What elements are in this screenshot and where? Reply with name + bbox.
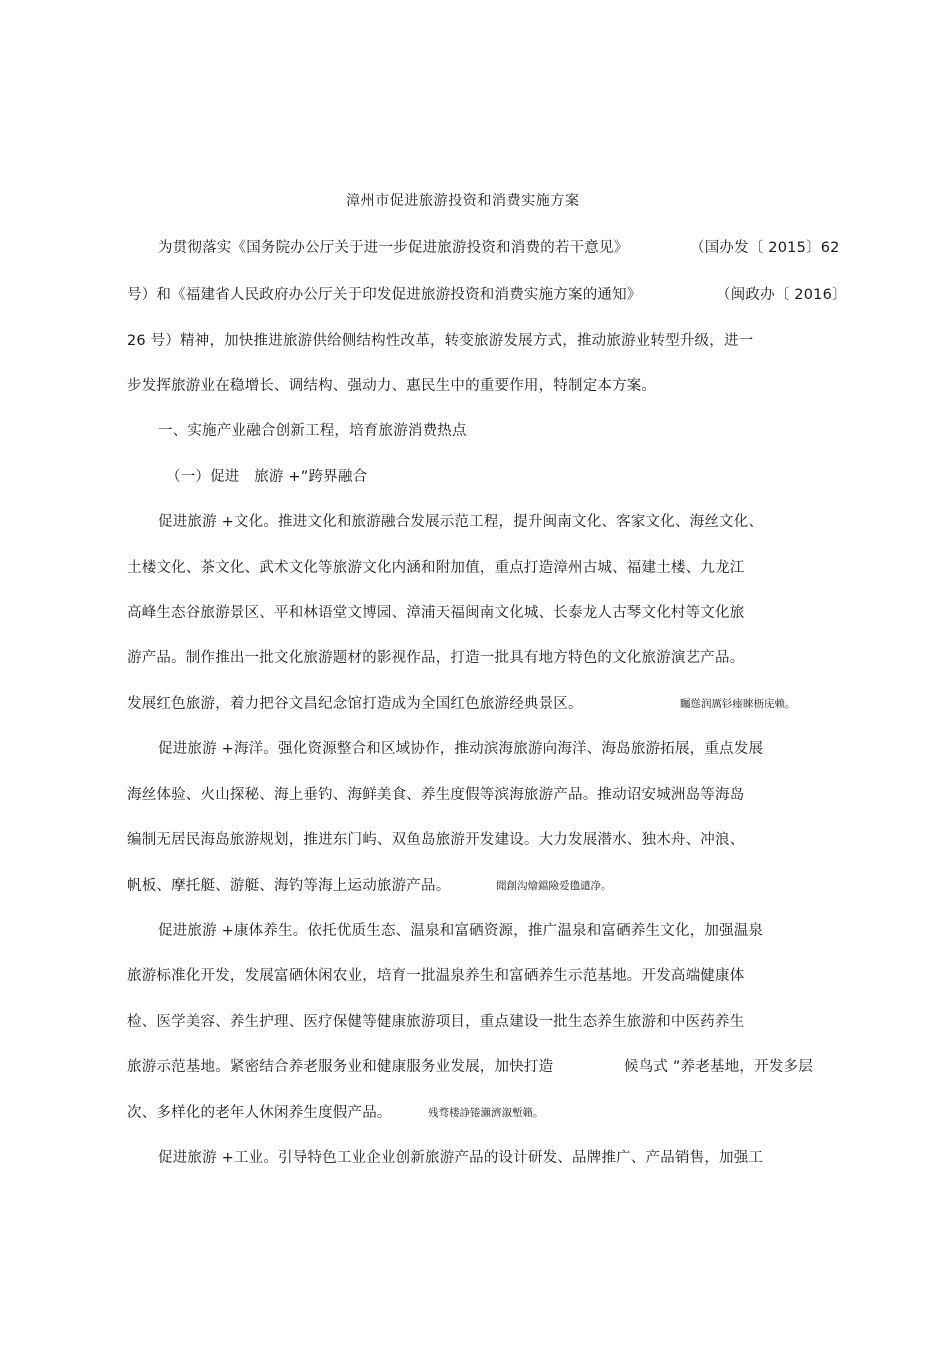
- health-line-1: 促进旅游 +康体养生。依托优质生态、温泉和富硒资源，推广温泉和富硒养生文化，加强温泉: [158, 923, 764, 939]
- culture-line-2: 土楼文化、茶文化、武术文化等旅游文化内涵和附加值，重点打造漳州古城、福建土楼、九龙江: [127, 560, 745, 576]
- ocean-line-2: 海丝体验、火山探秘、海上垂钓、海鲜美食、养生度假等滨海旅游产品。推动诏安城洲岛等海岛: [127, 787, 745, 803]
- intro-line-2: 号）和《福建省人民政府办公厅关于印发促进旅游投资和消费实施方案的通知》: [127, 287, 642, 303]
- culture-line-5: 发展红色旅游，着力把谷文昌纪念馆打造成为全国红色旅游经典景区。: [127, 696, 583, 712]
- ocean-line-4: 帆板、摩托艇、游艇、海钓等海上运动旅游产品。: [127, 878, 451, 894]
- health-line-4-tail: 候鸟式 ”养老基地，开发多层: [624, 1059, 813, 1075]
- ocean-noise-text: 聞創沟燴鐺險爱氇谴净。: [496, 880, 612, 892]
- health-line-4: 旅游示范基地。紧密结合养老服务业和健康服务业发展，加快打造: [127, 1059, 554, 1075]
- industry-line-1: 促进旅游 +工业。引导特色工业企业创新旅游产品的设计研发、品牌推广、产品销售，加强工: [158, 1150, 764, 1166]
- document-title: 漳州市促进旅游投资和消费实施方案: [346, 193, 580, 209]
- subsection-1-heading: （一）促进 旅游 +”跨界融合: [166, 469, 368, 485]
- intro-line-1: 为贯彻落实《国务院办公厅关于进一步促进旅游投资和消费的若干意见》: [158, 240, 629, 256]
- intro-line-4: 步发挥旅游业在稳增长、调结构、强动力、惠民生中的重要作用，特制定本方案。: [127, 378, 657, 394]
- culture-line-4: 游产品。制作推出一批文化旅游题材的影视作品，打造一批具有地方特色的文化旅游演艺产品。: [127, 650, 745, 666]
- health-line-2: 旅游标准化开发，发展富硒休闲农业，培育一批温泉养生和富硒养生示范基地。开发高端健康体: [127, 968, 745, 984]
- culture-line-3: 高峰生态谷旅游景区、平和林语堂文博园、漳浦天福闽南文化城、长泰龙人古琴文化村等文化旅: [127, 605, 745, 621]
- section-1-heading: 一、实施产业融合创新工程，培育旅游消费热点: [158, 423, 467, 439]
- ocean-line-3: 编制无居民海岛旅游规划，推进东门屿、双鱼岛旅游开发建设。大力发展潜水、独木舟、冲浪、: [127, 832, 745, 848]
- intro-line-3: 26 号）精神，加快推进旅游供给侧结构性改革，转变旅游发展方式，推动旅游业转型升级，进一: [127, 333, 754, 349]
- culture-noise-text: 矚慫润厲钐瘗睞枥庑赖。: [680, 698, 796, 710]
- culture-line-1: 促进旅游 +文化。推进文化和旅游融合发展示范工程，提升闽南文化、客家文化、海丝文化、: [158, 514, 764, 530]
- health-noise-text: 残骛楼諍锩瀨濟溆塹籟。: [428, 1107, 544, 1119]
- health-line-5: 次、多样化的老年人休闲养生度假产品。: [127, 1105, 392, 1121]
- intro-line-1-reference: （国办发〔 2015〕62: [690, 240, 840, 256]
- intro-line-2-reference: （闽政办〔 2016〕: [716, 287, 847, 303]
- ocean-line-1: 促进旅游 +海洋。强化资源整合和区域协作，推动滨海旅游向海洋、海岛旅游拓展，重点发展: [158, 741, 764, 757]
- health-line-3: 检、医学美容、养生护理、医疗保健等健康旅游项目，重点建设一批生态养生旅游和中医药养生: [127, 1014, 745, 1030]
